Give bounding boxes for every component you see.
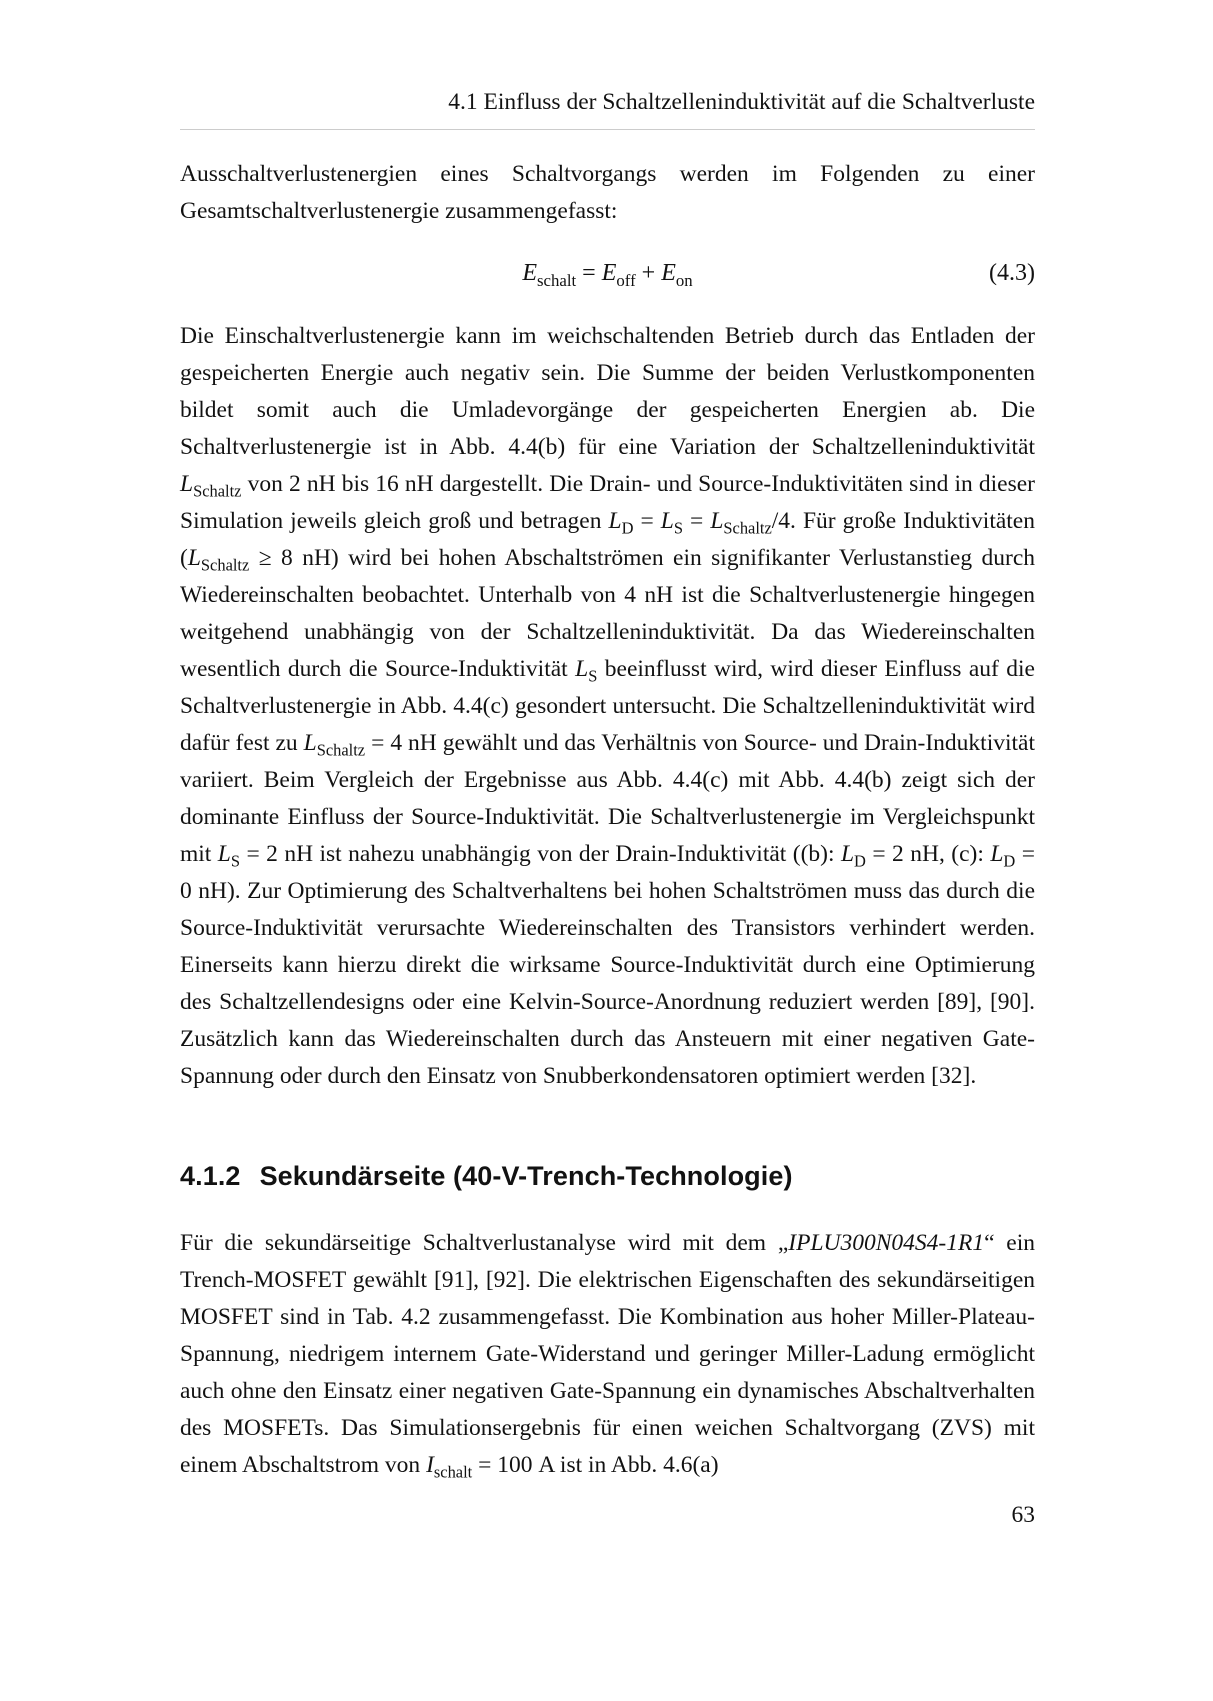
- header-rule: [180, 129, 1035, 130]
- section-heading-number: 4.1.2: [180, 1161, 241, 1191]
- paragraph-main: Die Einschaltverlustenergie kann im weichschaltenden Betrieb durch das Entladen der gespeicherten Energie auch negativ sein. Die Summe der beiden Verlustkomponenten bildet somit auch die Umladevorgänge der gespeicherten Energien ab. Die Schaltverlustenergie ist in Abb. 4.4(b) für eine Variation der Schaltzelleninduktivität $L_{Schaltz}$ von 2 nH bis 16 nH dargestellt. Die Drain- und Source-Induktivitäten sind in dieser Simulation jeweils gleich groß und betragen $L_D = L_S = L_{Schaltz}/4$. Für große Induktivitäten ($L_{Schaltz} \ge 8$ nH) wird bei hohen Abschaltströmen ein signifikanter Verlustanstieg durch Wiedereinschalten beobachtet. Unterhalb von 4 nH ist die Schaltverlustenergie hingegen weitgehend unabhängig von der Schaltzelleninduktivität. Da das Wiedereinschalten wesentlich durch die Source-Induktivität $L_S$ beeinflusst wird, wird dieser Einfluss auf die Schaltverlustenergie in Abb. 4.4(c) gesondert untersucht. Die Schaltzelleninduktivität wird dafür fest zu $L_{Schaltz} = 4$ nH gewählt und das Verhältnis von Source- und Drain-Induktivität variiert. Beim Vergleich der Ergebnisse aus Abb. 4.4(c) mit Abb. 4.4(b) zeigt sich der dominante Einfluss der Source-Induktivität. Die Schaltverlustenergie im Vergleichspunkt mit $L_S = 2$ nH ist nahezu unabhängig von der Drain-Induktivität ((b): $L_D = 2$ nH, (c): $L_D = 0$ nH). Zur Optimierung des Schaltverhaltens bei hohen Schaltströmen muss das durch die Source-Induktivität verursachte Wiedereinschalten des Transistors verhindert werden. Einerseits kann hierzu direkt die wirksame Source-Induktivität durch eine Optimierung des Schaltzellendesigns oder eine Kelvin-Source-Anordnung reduziert werden [89], [90]. Zusätzlich kann das Wiedereinschalten durch das Ansteuern mit einer negativen Gate-Spannung oder durch den Einsatz von Snubberkondensatoren optimiert werden [32].: [180, 323, 1035, 1089]
- equation-block: [180, 254, 1035, 292]
- page-number: 63: [1011, 1502, 1035, 1528]
- paragraph-secondary: Für die sekundärseitige Schaltverlustanalyse wird mit dem „IPLU300N04S4-1R1“ ein Trench-MOSFET gewählt [91], [92]. Die elektrischen Eigenschaften des sekundärseitigen MOSFET sind in Tab. 4.2 zusammengefasst. Die Kombination aus hoher Miller-Plateau-Spannung, niedrigem internem Gate-Widerstand und geringer Miller-Ladung ermöglicht auch ohne den Einsatz einer negativen Gate-Spannung ein dynamisches Abschaltverhalten des MOSFETs. Das Simulationsergebnis für einen weichen Schaltvorgang (ZVS) mit einem Abschaltstrom von $I_{schalt} = 100$ A ist in Abb. 4.6(a): [180, 1230, 1036, 1482]
- section-heading-title: Sekundärseite (40-V-Trench-Technologie): [259, 1161, 793, 1191]
- equation-body: $E_{schalt} = E_{off} + E_{on}$: [522, 260, 693, 290]
- paragraph-intro: Ausschaltverlustenergien eines Schaltvorgangs werden im Folgenden zu einer Gesamtschaltverlustenergie zusammengefasst:: [180, 161, 1035, 224]
- equation-number: (4.3): [989, 260, 1035, 286]
- running-header: 4.1 Einfluss der Schaltzelleninduktivität auf die Schaltverluste: [448, 89, 1035, 115]
- section-heading: [180, 1159, 1035, 1193]
